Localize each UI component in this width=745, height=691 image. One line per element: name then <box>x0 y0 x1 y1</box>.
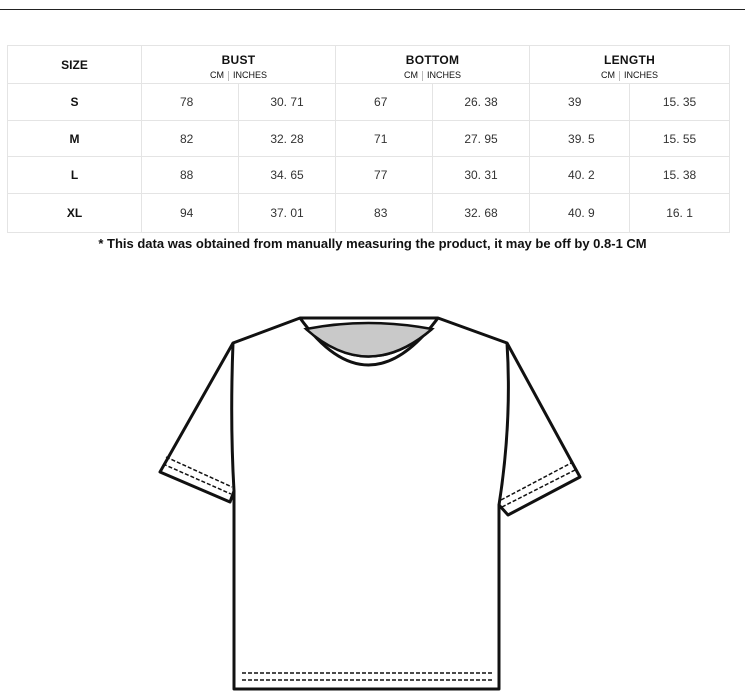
size-cell: L <box>8 157 142 194</box>
size-chart-table <box>7 45 730 233</box>
bottom-in-cell: 26. 38 <box>433 84 530 121</box>
table-row <box>8 121 730 157</box>
bottom-cm-cell: 83 <box>336 194 433 233</box>
size-column-header: SIZE <box>8 46 142 84</box>
bust-title: BUST <box>221 53 256 67</box>
length-in-cell: 15. 55 <box>630 121 730 157</box>
length-column-header <box>530 46 730 84</box>
bottom-in-cell: 30. 31 <box>433 157 530 194</box>
bottom-column-header <box>336 46 530 84</box>
unit-inches: INCHES <box>427 70 462 80</box>
bust-cm-cell: 94 <box>142 194 239 233</box>
bottom-cm-cell: 67 <box>336 84 433 121</box>
table-row <box>8 194 730 233</box>
bust-cm-cell: 78 <box>142 84 239 121</box>
size-cell: M <box>8 121 142 157</box>
bust-in-cell: 37. 01 <box>239 194 336 233</box>
t-shirt-outline-icon <box>150 312 590 691</box>
bottom-cm-cell: 77 <box>336 157 433 194</box>
length-in-cell: 15. 35 <box>630 84 730 121</box>
unit-inches: INCHES <box>233 70 268 80</box>
length-cm-cell: 39. 5 <box>530 121 630 157</box>
bottom-in-cell: 32. 68 <box>433 194 530 233</box>
bottom-cm-cell: 71 <box>336 121 433 157</box>
bust-in-cell: 32. 28 <box>239 121 336 157</box>
bust-in-cell: 30. 71 <box>239 84 336 121</box>
bust-column-header <box>142 46 336 84</box>
length-cm-cell: 40. 9 <box>530 194 630 233</box>
shirt-body-outline <box>160 318 580 689</box>
bottom-in-cell: 27. 95 <box>433 121 530 157</box>
bottom-title: BOTTOM <box>405 53 460 67</box>
table-row <box>8 157 730 194</box>
table-row <box>8 84 730 121</box>
bust-cm-cell: 82 <box>142 121 239 157</box>
bottom-units <box>336 70 529 81</box>
length-cm-cell: 39 <box>530 84 630 121</box>
bust-units <box>142 70 335 81</box>
length-units <box>530 70 729 81</box>
unit-cm: CM <box>404 70 419 80</box>
length-in-cell: 15. 38 <box>630 157 730 194</box>
unit-inches: INCHES <box>624 70 659 80</box>
table-header-row <box>8 46 730 84</box>
bust-cm-cell: 88 <box>142 157 239 194</box>
size-cell: S <box>8 84 142 121</box>
bust-in-cell: 34. 65 <box>239 157 336 194</box>
measurement-note: * This data was obtained from manually measuring the product, it may be off by 0.8-1 CM <box>98 236 647 251</box>
unit-cm: CM <box>210 70 224 80</box>
size-cell: XL <box>8 194 142 233</box>
length-title: LENGTH <box>603 53 656 67</box>
length-in-cell: 16. 1 <box>630 194 730 233</box>
unit-cm: CM <box>601 70 616 80</box>
top-divider <box>0 9 745 10</box>
length-cm-cell: 40. 2 <box>530 157 630 194</box>
